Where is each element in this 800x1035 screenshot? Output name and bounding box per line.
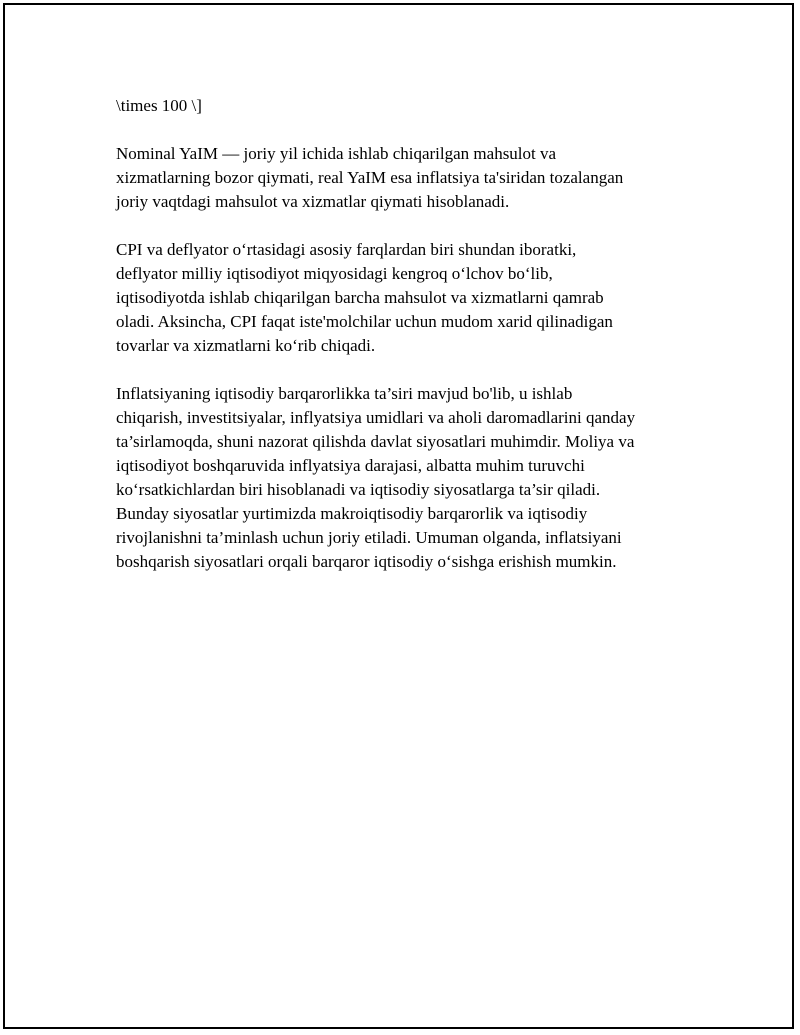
text-line: \times 100 \] [116,96,202,115]
formula-fragment [116,94,696,118]
document-body [116,94,696,598]
text-line: Nominal YaIM — joriy yil ichida ishlab chiqarilgan mahsulot va [116,144,557,163]
text-line: deflyator milliy iqtisodiyot miqyosidagi kengroq o‘lchov bo‘lib, [116,264,553,283]
paragraph-inflation-stability [116,382,696,574]
text-line: tovarlar va xizmatlarni ko‘rib chiqadi. [116,336,376,355]
text-line: iqtisodiyot boshqaruvida inflyatsiya darajasi, albatta muhim turuvchi [116,456,585,475]
text-line: rivojlanishni ta’minlash uchun joriy etiladi. Umuman olganda, inflatsiyani [116,528,622,547]
text-line: iqtisodiyotda ishlab chiqarilgan barcha mahsulot va xizmatlarni qamrab [116,288,604,307]
paragraph-nominal-real-gdp [116,142,696,214]
text-line: CPI va deflyator o‘rtasidagi asosiy farqlardan biri shundan iboratki, [116,240,577,259]
text-line: xizmatlarning bozor qiymati, real YaIM esa inflatsiya ta'siridan tozalangan [116,168,624,187]
text-line: chiqarish, investitsiyalar, inflyatsiya umidlari va aholi daromadlarini qanday [116,408,636,427]
paragraph-cpi-deflator [116,238,696,358]
text-line: oladi. Aksincha, CPI faqat iste'molchilar uchun mudom xarid qilinadigan [116,312,613,331]
text-line: Bunday siyosatlar yurtimizda makroiqtisodiy barqarorlik va iqtisodiy [116,504,588,523]
text-line: joriy vaqtdagi mahsulot va xizmatlar qiymati hisoblanadi. [116,192,510,211]
text-line: boshqarish siyosatlari orqali barqaror iqtisodiy o‘sishga erishish mumkin. [116,552,617,571]
text-line: Inflatsiyaning iqtisodiy barqarorlikka ta’siri mavjud bo'lib, u ishlab [116,384,573,403]
text-line: ko‘rsatkichlardan biri hisoblanadi va iqtisodiy siyosatlarga ta’sir qiladi. [116,480,601,499]
text-line: ta’sirlamoqda, shuni nazorat qilishda davlat siyosatlari muhimdir. Moliya va [116,432,635,451]
